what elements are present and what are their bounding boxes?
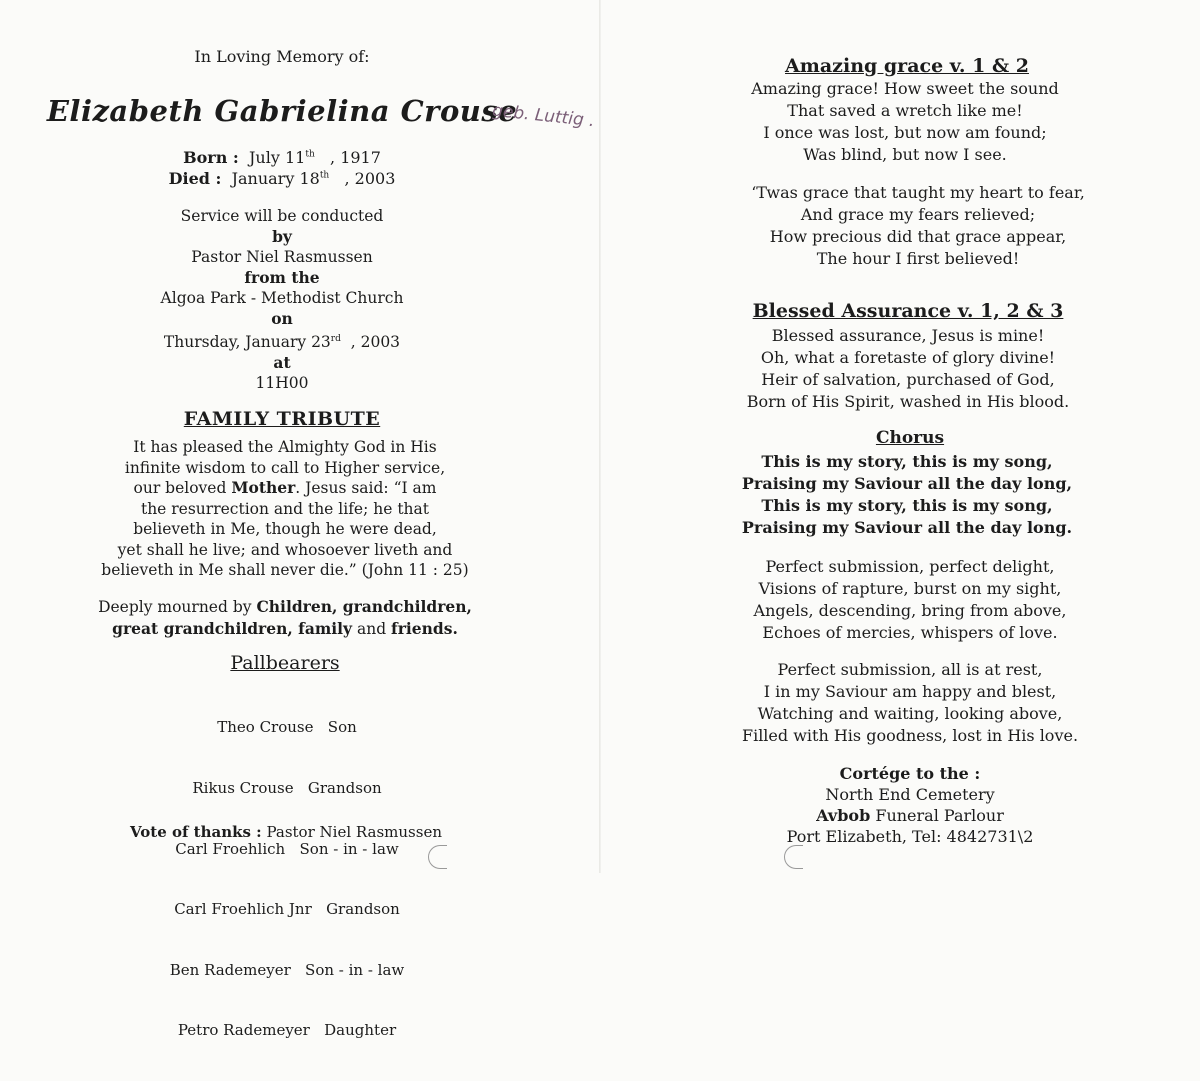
- died-label: Died :: [168, 169, 222, 188]
- born-year: , 1917: [330, 148, 381, 167]
- service-at: at: [273, 352, 291, 372]
- service-line: from the: [244, 267, 320, 287]
- service-line: Service will be conducted: [180, 207, 384, 225]
- pallbearer: Theo Crouse Son: [217, 718, 357, 737]
- died-sup: th: [319, 170, 330, 181]
- service-time: 11H00: [255, 374, 309, 393]
- right-page: [600, 0, 1200, 873]
- pallbearer: Petro Rademeyer Daughter: [177, 1021, 397, 1040]
- pallbearers-list: [170, 677, 405, 1081]
- died-value: January 18: [231, 169, 320, 188]
- pallbearer: Carl Froehlich Jnr Grandson: [174, 900, 400, 919]
- pallbearer: Rikus Crouse Grandson: [192, 779, 382, 798]
- pallbearers-title: Pallbearers: [230, 652, 340, 674]
- cortege-place: North End Cemetery: [825, 785, 995, 804]
- born-sup: th: [305, 149, 315, 160]
- chorus-title: Chorus: [875, 428, 945, 448]
- hymn1-verse2: ‘Twas grace that taught my heart to fear, And grace my fears relieved; How precious did that grace appear, The hour I first believed!: [751, 183, 1085, 268]
- born-label: Born :: [183, 148, 239, 167]
- left-page: [0, 0, 600, 1040]
- contact-line: Port Elizabeth, Tel: 4842731\2: [786, 827, 1034, 846]
- service-date: Thursday, January 23rd , 2003: [163, 333, 401, 352]
- hymn1-title: Amazing grace v. 1 & 2: [785, 55, 1029, 77]
- deceased-name: Elizabeth Gabrielina Crouse: [46, 94, 518, 128]
- fold-mark: [784, 845, 803, 869]
- service-block: [161, 206, 404, 394]
- cortege-block: [787, 763, 1034, 847]
- died-year: , 2003: [344, 169, 396, 188]
- pallbearer: Carl Froehlich Son - in - law: [175, 839, 399, 858]
- cortege-title: Cortége to the :: [839, 764, 981, 783]
- hymn2-verse1: Blessed assurance, Jesus is mine! Oh, what a foretaste of glory divine! Heir of salvation, purchased of God, Born of His Spirit, washed in His blood.: [746, 326, 1070, 411]
- in-loving-memory: In Loving Memory of:: [194, 47, 370, 66]
- died-line: [169, 169, 396, 188]
- hymn2-verse2: Perfect submission, perfect delight, Visions of rapture, burst on my sight, Angels, descending, bring from above, Echoes of mercies, whispers of love.: [753, 557, 1067, 642]
- born-value: July 11: [249, 148, 306, 167]
- born-line: [183, 148, 381, 167]
- chorus-text: This is my story, this is my song, Praising my Saviour all the day long, This is my story, this is my song, Praising my Saviour all the day long.: [741, 452, 1073, 537]
- pallbearer: Ben Rademeyer Son - in - law: [169, 960, 405, 979]
- fold-mark: [428, 845, 447, 869]
- funeral-parlour: Avbob Funeral Parlour: [816, 806, 1004, 825]
- service-line: by: [272, 226, 292, 246]
- mourned-text: Deeply mourned by Children, grandchildren, great grandchildren, family and friends.: [98, 597, 472, 638]
- handwritten-note: geb. Luttig .: [491, 100, 596, 132]
- tribute-text: It has pleased the Almighty God in His infinite wisdom to call to Higher service, our beloved Mother. Jesus said: “I am the resurrection and the life; he that believeth in Me, though he were dead, yet shall he live; and whosoever liveth and believeth in Me shall never die.” (John 11 : 25): [101, 438, 469, 579]
- vote-of-thanks: Vote of thanks : Pastor Niel Rasmussen: [130, 823, 442, 841]
- family-tribute-title: FAMILY TRIBUTE: [183, 408, 381, 430]
- service-line: on: [271, 308, 293, 328]
- hymn1-verse1: Amazing grace! How sweet the sound That saved a wretch like me! I once was lost, but now am found; Was blind, but now I see.: [751, 79, 1059, 164]
- hymn2-verse3: Perfect submission, all is at rest, I in my Saviour am happy and blest, Watching and waiting, looking above, Filled with His goodness, lost in His love.: [741, 660, 1079, 745]
- service-line: Algoa Park - Methodist Church: [160, 289, 404, 307]
- service-line: Pastor Niel Rasmussen: [191, 248, 373, 266]
- hymn2-title: Blessed Assurance v. 1, 2 & 3: [752, 300, 1064, 322]
